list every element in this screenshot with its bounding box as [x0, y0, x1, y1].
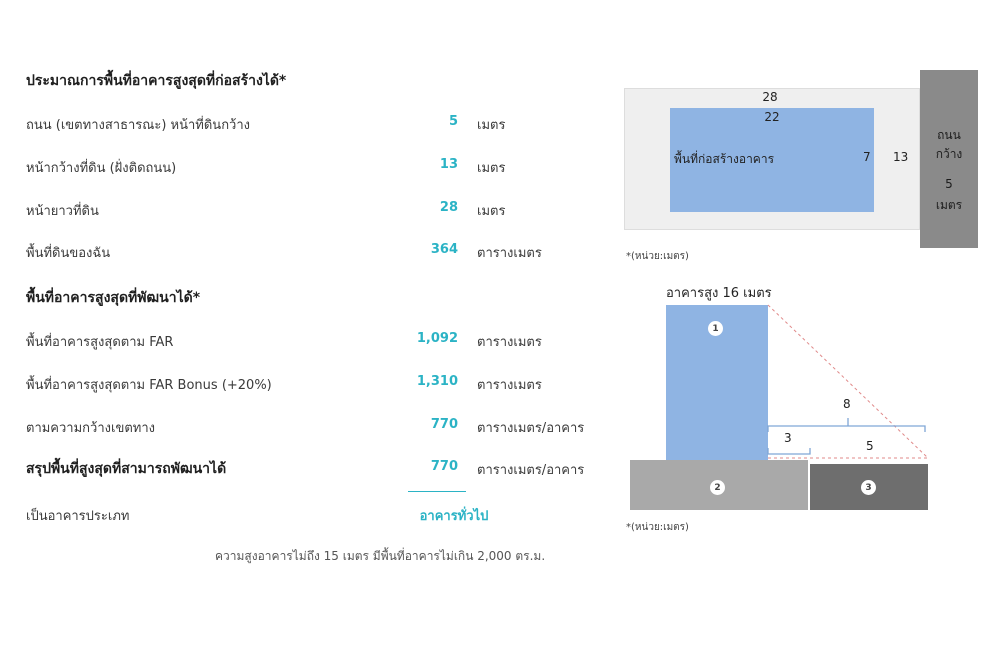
- road-label-1: ถนน: [937, 128, 961, 142]
- dim-3-label: 3: [784, 431, 792, 445]
- marker-1: 1: [708, 321, 723, 336]
- unit-depth: เมตร: [477, 204, 506, 219]
- unit-summary: ตารางเมตร/อาคาร: [477, 463, 585, 478]
- build-length-label: 22: [764, 110, 780, 124]
- unit-road-limit: ตารางเมตร/อาคาร: [477, 421, 585, 436]
- value-road-width: 5: [448, 114, 458, 129]
- road-width-unit: เมตร: [935, 198, 963, 212]
- row-label-land-area: พื้นที่ดินของฉัน: [26, 246, 111, 261]
- unit-far: ตารางเมตร: [477, 335, 542, 350]
- row-label-depth: หน้ายาวที่ดิน: [26, 204, 99, 219]
- road-label-2: กว้าง: [935, 147, 963, 161]
- section-title-estimate: ประมาณการพื้นที่อาคารสูงสุดที่ก่อสร้างได้*: [26, 73, 287, 89]
- plan-unit-note: *(หน่วย:เมตร): [626, 251, 689, 262]
- row-label-far-bonus: พื้นที่อาคารสูงสุดตาม FAR Bonus (+20%): [26, 378, 272, 393]
- type-divider: [408, 491, 466, 492]
- unit-road-width: เมตร: [477, 118, 506, 133]
- land-width-label: 13: [893, 150, 909, 164]
- row-label-road-width: ถนน (เขตทางสาธารณะ) หน้าที่ดินกว้าง: [26, 118, 251, 133]
- value-building-type: อาคารทั่วไป: [419, 509, 489, 524]
- value-summary: 770: [430, 459, 458, 474]
- unit-land-area: ตารางเมตร: [477, 246, 542, 261]
- section-title-max-area: พื้นที่อาคารสูงสุดที่พัฒนาได้*: [26, 290, 201, 306]
- row-label-building-type: เป็นอาคารประเภท: [26, 509, 130, 524]
- road-width-value: 5: [945, 177, 953, 191]
- value-far-bonus: 1,310: [416, 374, 458, 389]
- land-length-label: 28: [762, 90, 778, 104]
- value-land-area: 364: [430, 242, 458, 257]
- building-height-label: อาคารสูง 16 เมตร: [666, 286, 772, 301]
- build-width-label: 7: [863, 150, 871, 164]
- row-label-road-limit: ตามความกว้างเขตทาง: [26, 421, 155, 436]
- value-depth: 28: [439, 200, 458, 215]
- marker-2: 2: [710, 480, 725, 495]
- unit-far-bonus: ตารางเมตร: [477, 378, 542, 393]
- footnote: ความสูงอาคารไม่ถึง 15 เมตร มีพื้นที่อาคารไม่เกิน 2,000 ตร.ม.: [215, 549, 546, 563]
- row-label-far: พื้นที่อาคารสูงสุดตาม FAR: [26, 335, 174, 350]
- value-road-limit: 770: [430, 417, 458, 432]
- marker-3: 3: [861, 480, 876, 495]
- value-frontage: 13: [439, 157, 458, 172]
- build-area-label: พื้นที่ก่อสร้างอาคาร: [674, 152, 775, 166]
- dim-5-label: 5: [866, 439, 874, 453]
- row-label-frontage: หน้ากว้างที่ดิน (ฝั่งติดถนน): [26, 161, 177, 176]
- unit-frontage: เมตร: [477, 161, 506, 176]
- row-label-summary: สรุปพื้นที่สูงสุดที่สามารถพัฒนาได้: [26, 461, 227, 477]
- elevation-diagram: [620, 300, 940, 520]
- elevation-unit-note: *(หน่วย:เมตร): [626, 522, 689, 533]
- setback-slope-line: [768, 305, 928, 458]
- bracket-3: [768, 448, 810, 454]
- dim-8-label: 8: [843, 397, 851, 411]
- value-far: 1,092: [416, 331, 458, 346]
